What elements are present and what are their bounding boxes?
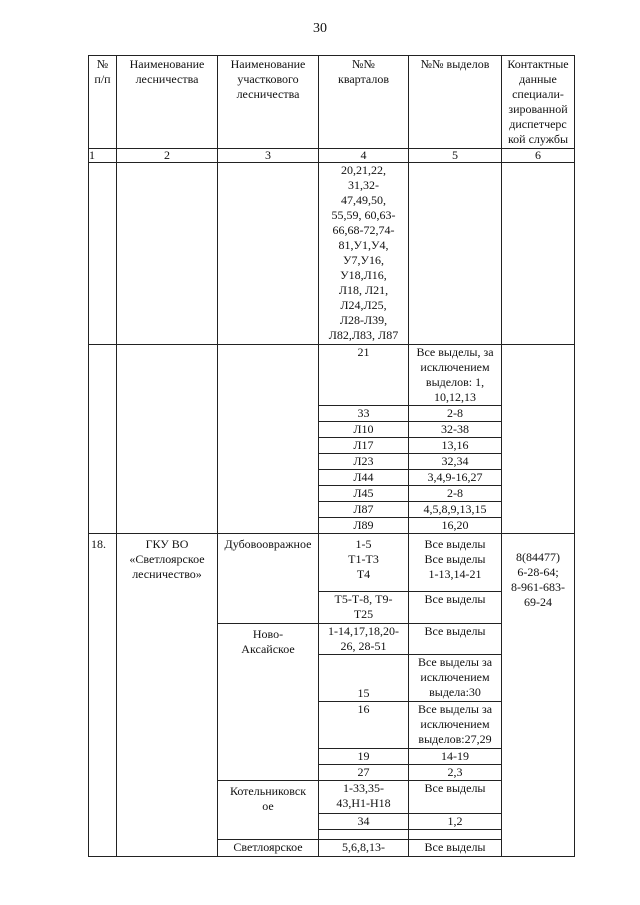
- contacts-cell: [502, 163, 575, 345]
- quarters-cell: Л45: [319, 486, 409, 502]
- sections-cell: Все выделы, за исключением выделов: 1, 10,12,13: [409, 345, 502, 406]
- sections-cell: Все выделы: [409, 624, 502, 655]
- sections-cell: 4,5,8,9,13,15: [409, 502, 502, 518]
- header-quarters: №№ кварталов: [319, 56, 409, 149]
- index-cell: 5: [409, 149, 502, 163]
- header-forestry: Наименование лесничества: [117, 56, 218, 149]
- sections-cell: Все выделы: [409, 592, 502, 624]
- sections-cell: 2,3: [409, 765, 502, 781]
- header-num: № п/п: [89, 56, 117, 149]
- contacts-cell: 8(84477) 6-28-64; 8-961-683- 69-24: [502, 534, 575, 857]
- index-cell: 3: [218, 149, 319, 163]
- num-cell: [89, 345, 117, 534]
- header-contacts: Контактные данные специали- зированной диспетчерс кой службы: [502, 56, 575, 149]
- sections-cell: 13,16: [409, 438, 502, 454]
- sections-cell: 1,2: [409, 814, 502, 830]
- index-cell: 2: [117, 149, 218, 163]
- index-cell: 6: [502, 149, 575, 163]
- contacts-cell: [502, 345, 575, 534]
- num-cell: 18.: [89, 534, 117, 857]
- page-number: 30: [313, 21, 327, 36]
- district-cell: Дубовоовражное: [218, 534, 319, 624]
- quarters-cell: Л87: [319, 502, 409, 518]
- table-row: [89, 163, 575, 345]
- quarters-cell: 5,6,8,13-: [319, 840, 409, 857]
- quarters-cell: 16: [319, 702, 409, 749]
- quarters-cell: Л10: [319, 422, 409, 438]
- header-district: Наименование участкового лесничества: [218, 56, 319, 149]
- sections-cell: 2-8: [409, 406, 502, 422]
- quarters-cell: Л89: [319, 518, 409, 534]
- sections-cell: Все выделы: [409, 781, 502, 814]
- sections-cell: 16,20: [409, 518, 502, 534]
- quarters-cell: 15: [319, 655, 409, 702]
- sections-cell: 3,4,9-16,27: [409, 470, 502, 486]
- forestry-cell: [117, 163, 218, 345]
- quarters-cell: 19: [319, 749, 409, 765]
- sections-cell: Все выделы: [409, 840, 502, 857]
- quarters-cell: 1-14,17,18,20- 26, 28-51: [319, 624, 409, 655]
- header-row: [89, 56, 575, 149]
- num-cell: [89, 163, 117, 345]
- district-cell: [218, 345, 319, 534]
- quarters-cell: 34: [319, 814, 409, 830]
- sections-cell: 14-19: [409, 749, 502, 765]
- forestry-cell: [117, 345, 218, 534]
- index-row: [89, 149, 575, 163]
- quarters-cell: Т5-Т-8, Т9- Т25: [319, 592, 409, 624]
- quarters-cell: 20,21,22, 31,32- 47,49,50, 55,59, 60,63- 66,68-72,74- 81,У1,У4, У7,У16, У18,Л16, Л18, Л21, Л24,Л25, Л28-Л39, Л82,Л83, Л87: [319, 163, 409, 345]
- quarters-cell: 1-33,35- 43,Н1-Н18: [319, 781, 409, 814]
- forestry-cell: ГКУ ВО «Светлоярское лесничество»: [117, 534, 218, 857]
- sections-cell: Все выделы Все выделы 1-13,14-21: [409, 534, 502, 592]
- quarters-cell: 21: [319, 345, 409, 406]
- quarters-cell: 33: [319, 406, 409, 422]
- district-cell: Ново- Аксайское: [218, 624, 319, 781]
- sections-cell: Все выделы за исключением выдела:30: [409, 655, 502, 702]
- sections-cell: [409, 163, 502, 345]
- district-cell: [218, 163, 319, 345]
- sections-cell: 32,34: [409, 454, 502, 470]
- quarters-cell: Л23: [319, 454, 409, 470]
- sections-cell: 2-8: [409, 486, 502, 502]
- sections-cell: Все выделы за исключением выделов:27,29: [409, 702, 502, 749]
- sections-cell: [409, 830, 502, 840]
- index-cell: 1: [89, 149, 117, 163]
- header-sections: №№ выделов: [409, 56, 502, 149]
- district-cell: Светлоярское: [218, 840, 319, 857]
- index-cell: 4: [319, 149, 409, 163]
- quarters-cell: [319, 830, 409, 840]
- quarters-cell: 1-5 Т1-Т3 Т4: [319, 534, 409, 592]
- sections-cell: 32-38: [409, 422, 502, 438]
- quarters-cell: 27: [319, 765, 409, 781]
- quarters-cell: Л44: [319, 470, 409, 486]
- table-row: [89, 534, 575, 592]
- district-cell: Котельниковск ое: [218, 781, 319, 840]
- quarters-cell: Л17: [319, 438, 409, 454]
- forestry-table: [88, 55, 575, 857]
- table-row: [89, 345, 575, 406]
